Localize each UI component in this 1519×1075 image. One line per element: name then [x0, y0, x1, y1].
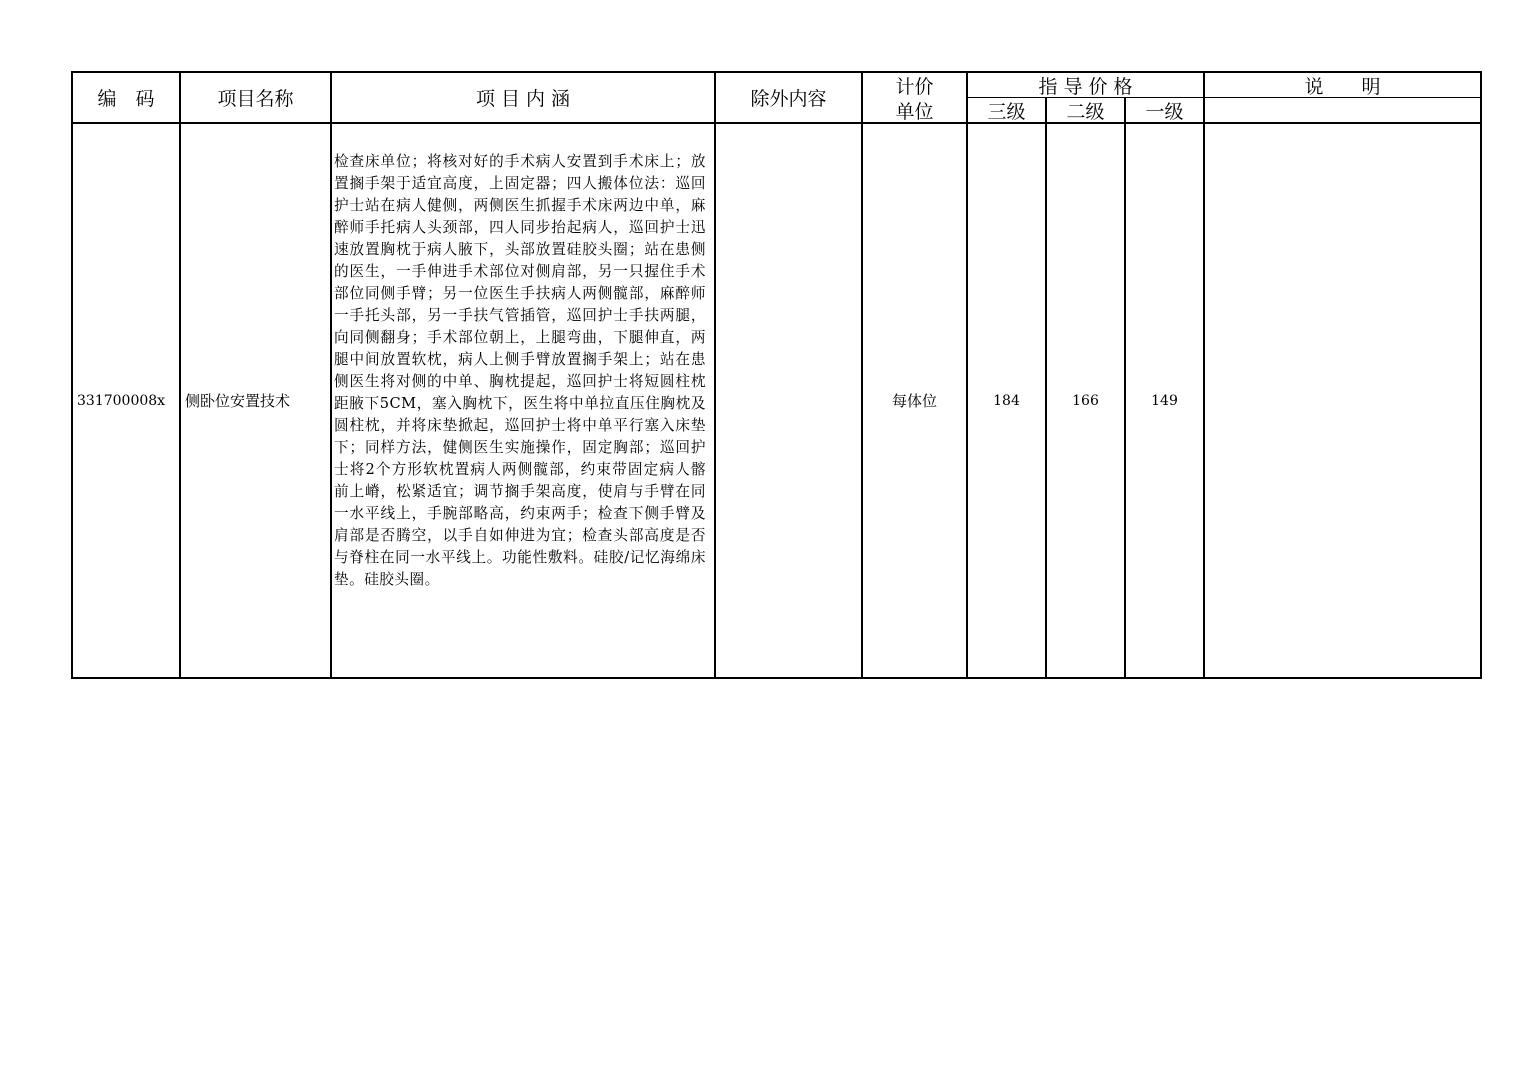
price-table	[71, 71, 1482, 679]
row-level2-price: 166	[1072, 392, 1099, 409]
row-level1-price: 149	[1151, 392, 1178, 409]
header-unit-line2: 单位	[895, 100, 934, 123]
header-name: 项目名称	[217, 88, 294, 110]
header-level1: 一级	[1145, 100, 1184, 123]
row-unit: 每体位	[891, 392, 937, 410]
header-unit-line1: 计价	[895, 75, 934, 98]
col-border-right	[1480, 71, 1482, 679]
header-note: 说 明	[1304, 75, 1381, 98]
col-border-2	[330, 71, 332, 679]
row-name: 侧卧位安置技术	[185, 392, 291, 410]
header-level2: 二级	[1066, 100, 1105, 123]
row-level3-price: 184	[993, 392, 1020, 409]
header-code: 编 码	[97, 88, 155, 110]
row-exclusion	[716, 124, 861, 677]
row-code: 331700008x	[77, 392, 166, 409]
header-content: 项 目 内 涵	[475, 88, 571, 110]
table-bottom-border	[71, 677, 1482, 679]
header-level3: 三级	[987, 100, 1026, 123]
header-exclusion: 除外内容	[750, 88, 827, 110]
row-content: 检查床单位；将核对好的手术病人安置到手术床上；放置搁手架于适宜高度，上固定器；四人搬体位法：巡回护士站在病人健侧，两侧医生抓握手术床两边中单，麻醉师手托病人头颈部，四人同步抬起病人，巡回护士迅速放置胸枕于病人腋下，头部放置硅胶头圈；站在患侧的医生，一手伸进手术部位对侧肩部，另一只握住手术部位同侧手臂；另一位医生手扶病人两侧髋部，麻醉师一手托头部，另一手扶气管插管，巡回护士手扶两腿，向同侧翻身；手术部位朝上，上腿弯曲，下腿伸直，两腿中间放置软枕，病人上侧手臂放置搁手架上；站在患侧医生将对侧的中单、胸枕提起，巡回护士将短圆柱枕距腋下5CM，塞入胸枕下，医生将中单拉直压住胸枕及圆柱枕，并将床垫掀起，巡回护士将中单平行塞入床垫下；同样方法，健侧医生实施操作，固定胸部；巡回护士将2个方形软枕置病人两侧髋部，约束带固定病人髂前上嵴，松紧适宜；调节搁手架高度，使肩与手臂在同一水平线上，手腕部略高，约束两手；检查下侧手臂及肩部是否腾空，以手自如伸进为宜；检查头部高度是否与脊柱在同一水平线上。功能性敷料。硅胶/记忆海绵床垫。硅胶头圈。	[334, 153, 706, 588]
header-price-group: 指 导 价 格	[1038, 75, 1133, 98]
row-note	[1205, 124, 1480, 677]
